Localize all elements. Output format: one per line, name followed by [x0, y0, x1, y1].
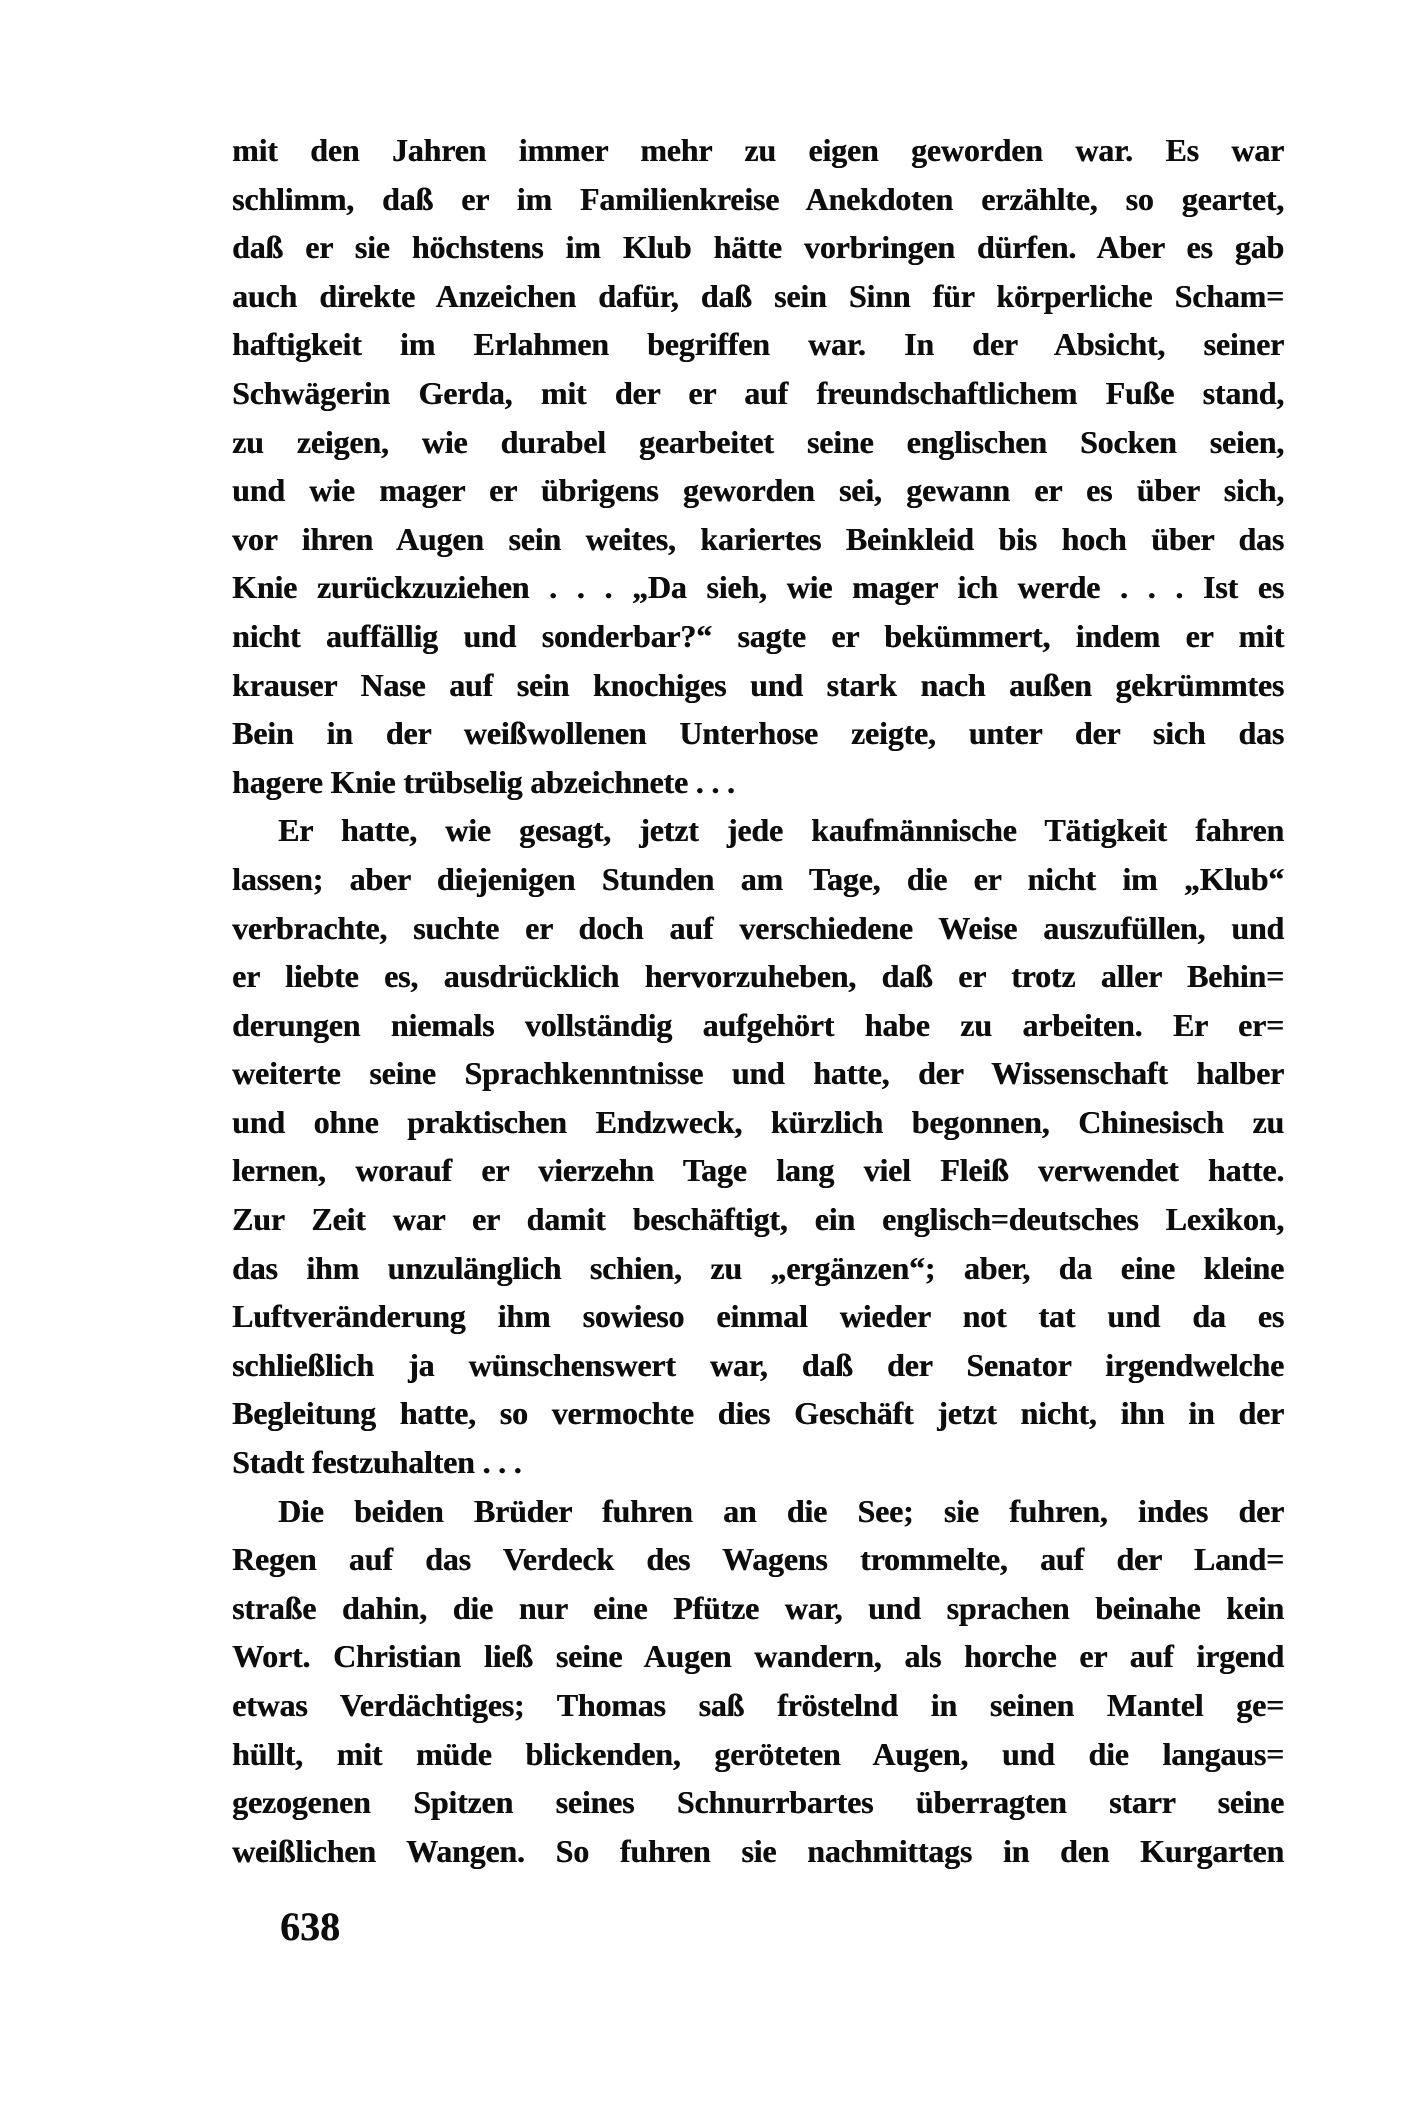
text-line: Luftveränderung ihm sowieso einmal wieder not tat und da es	[232, 1298, 1284, 1335]
text-line: Begleitung hatte, so vermochte dies Geschäft jetzt nicht, ihn in der	[232, 1395, 1284, 1432]
text-line: schlimm, daß er im Familienkreise Anekdoten erzählte, so geartet,	[232, 180, 1284, 217]
text-line: und ohne praktischen Endzweck, kürzlich begonnen, Chinesisch zu	[232, 1103, 1284, 1140]
text-line: gezogenen Spitzen seines Schnurrbartes überragten starr seine	[232, 1784, 1284, 1821]
text-line: verbrachte, suchte er doch auf verschiedene Weise auszufüllen, und	[232, 909, 1284, 946]
text-line: haftigkeit im Erlahmen begriffen war. In der Absicht, seiner	[232, 326, 1284, 363]
text-line: Bein in der weißwollenen Unterhose zeigte, unter der sich das	[232, 715, 1284, 752]
text-line: straße dahin, die nur eine Pfütze war, und sprachen beinahe kein	[232, 1589, 1284, 1626]
text-line: hagere Knie trübselig abzeichnete . . .	[232, 763, 735, 800]
text-line: Zur Zeit war er damit beschäftigt, ein englisch=deutsches Lexikon,	[232, 1201, 1284, 1238]
text-line: Er hatte, wie gesagt, jetzt jede kaufmännische Tätigkeit fahren	[278, 812, 1284, 849]
text-line: Schwägerin Gerda, mit der er auf freundschaftlichem Fuße stand,	[232, 374, 1284, 411]
text-line: lernen, worauf er vierzehn Tage lang viel Fleiß verwendet hatte.	[232, 1152, 1284, 1189]
text-line: etwas Verdächtiges; Thomas saß fröstelnd in seinen Mantel ge=	[232, 1687, 1284, 1723]
text-line: derungen niemals vollständig aufgehört habe zu arbeiten. Er er=	[232, 1006, 1284, 1043]
text-line: Stadt festzuhalten . . .	[232, 1444, 522, 1481]
text-line: Regen auf das Verdeck des Wagens trommelte, auf der Land=	[232, 1541, 1284, 1578]
page-number: 638	[280, 1904, 340, 1949]
text-line: daß er sie höchstens im Klub hätte vorbringen dürfen. Aber es gab	[232, 229, 1284, 266]
text-line: mit den Jahren immer mehr zu eigen geworden war. Es war	[232, 132, 1284, 168]
text-line: er liebte es, ausdrücklich hervorzuheben, daß er trotz aller Behin=	[232, 958, 1284, 995]
text-line: auch direkte Anzeichen dafür, daß sein Sinn für körperliche Scham=	[232, 277, 1284, 314]
text-line: das ihm unzulänglich schien, zu „ergänzen“; aber, da eine kleine	[232, 1249, 1284, 1286]
text-line: und wie mager er übrigens geworden sei, gewann er es über sich,	[232, 472, 1284, 509]
text-line: nicht auffällig und sonderbar?“ sagte er bekümmert, indem er mit	[232, 617, 1284, 654]
page-text	[232, 126, 1284, 1875]
text-line: weiterte seine Sprachkenntnisse und hatte, der Wissenschaft halber	[232, 1055, 1284, 1092]
text-line: lassen; aber diejenigen Stunden am Tage, die er nicht im „Klub“	[232, 860, 1284, 897]
text-line: Knie zurückzuziehen . . . „Da sieh, wie mager ich werde . . . Ist es	[232, 569, 1284, 606]
text-line: Wort. Christian ließ seine Augen wandern, als horche er auf irgend	[232, 1638, 1284, 1675]
text-line: krauser Nase auf sein knochiges und stark nach außen gekrümmtes	[232, 666, 1284, 703]
text-line: Die beiden Brüder fuhren an die See; sie fuhren, indes der	[278, 1492, 1284, 1529]
text-line: schließlich ja wünschenswert war, daß der Senator irgendwelche	[232, 1346, 1284, 1383]
text-line: weißlichen Wangen. So fuhren sie nachmittags in den Kurgarten	[232, 1832, 1284, 1869]
text-line: hüllt, mit müde blickenden, geröteten Augen, und die langaus=	[232, 1735, 1284, 1772]
text-line: vor ihren Augen sein weites, kariertes Beinkleid bis hoch über das	[232, 520, 1284, 557]
text-line: zu zeigen, wie durabel gearbeitet seine englischen Socken seien,	[232, 423, 1284, 460]
